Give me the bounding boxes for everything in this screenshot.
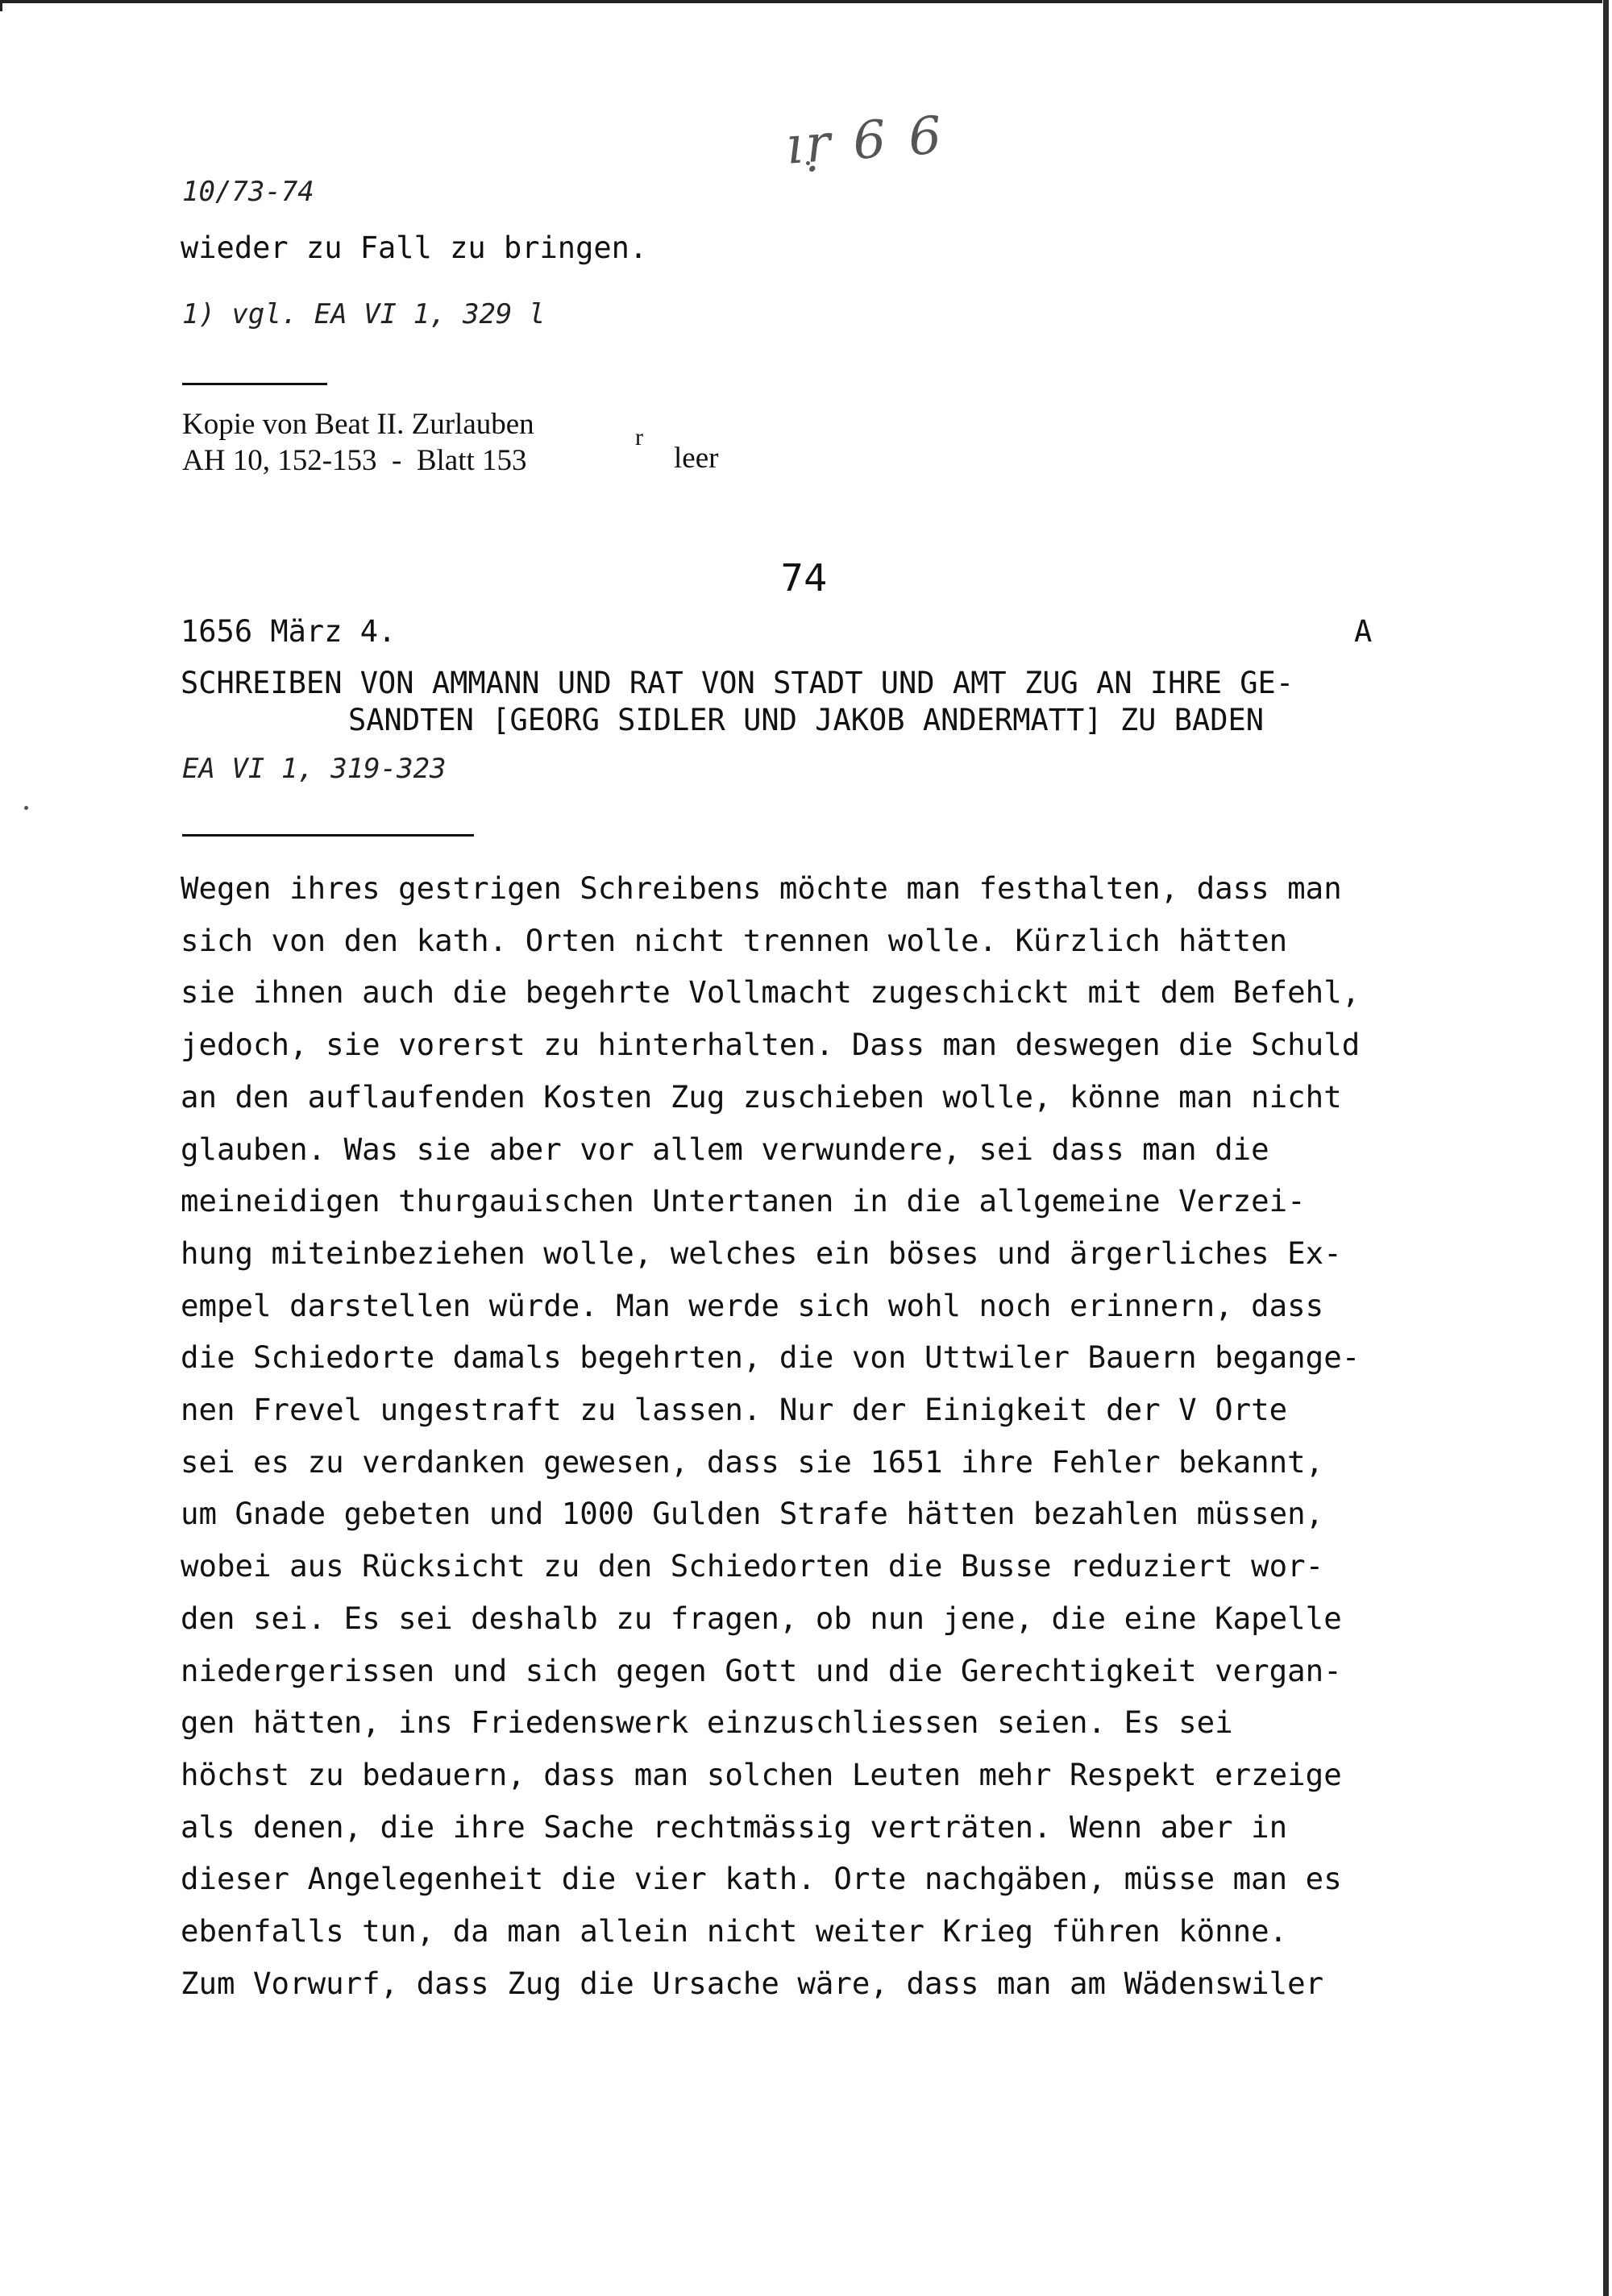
body-line: die Schiedorte damals begehrten, die von Uttwiler Bauern begange- [181, 1339, 1361, 1376]
scan-speck [24, 806, 28, 810]
body-line: hung miteinbeziehen wolle, welches ein böses und ärgerliches Ex- [181, 1235, 1342, 1271]
body-line: als denen, die ihre Sache rechtmässig verträten. Wenn aber in [181, 1808, 1288, 1845]
body-line: sich von den kath. Orten nicht trennen wolle. Kürzlich hätten [181, 922, 1288, 958]
source-note-line2: AH 10, 152-153 - Blatt 153 [182, 444, 527, 477]
document-date: 1656 März 4. [181, 614, 397, 649]
scan-frame-top [0, 0, 1602, 3]
body-line: Wegen ihres gestrigen Schreibens möchte man festhalten, dass man [181, 870, 1342, 906]
body-line: jedoch, sie vorerst zu hinterhalten. Dass man deswegen die Schuld [181, 1027, 1361, 1063]
body-text [181, 862, 1470, 2009]
source-note-line1: Kopie von Beat II. Zurlauben [182, 408, 534, 441]
body-line: sei es zu verdanken gewesen, dass sie 1651 ihre Fehler bekannt, [181, 1443, 1324, 1480]
body-line: empel darstellen würde. Man werde sich wohl noch erinnern, dass [181, 1287, 1324, 1323]
scan-frame-right [1603, 0, 1609, 2296]
header-divider [182, 834, 474, 837]
body-line: an den auflaufenden Kosten Zug zuschieben wolle, könne man nicht [181, 1078, 1342, 1115]
document-number: 74 [780, 556, 828, 600]
document-title-line2: SANDTEN [GEORG SIDLER UND JAKOB ANDERMATT] ZU BADEN [348, 703, 1265, 737]
body-line: ebenfalls tun, da man allein nicht weiter Krieg führen könne. [181, 1913, 1288, 1949]
body-line: nen Frevel ungestraft zu lassen. Nur der Einigkeit der V Orte [181, 1392, 1288, 1428]
body-line: Zum Vorwurf, dass Zug die Ursache wäre, dass man am Wädenswiler [181, 1965, 1324, 2001]
previous-text-end: wieder zu Fall zu bringen. [181, 230, 648, 265]
previous-document-reference: 10/73-74 [182, 176, 314, 208]
previous-footnote: 1) vgl. EA VI 1, 329 l [182, 298, 546, 330]
source-note-superscript: r [635, 424, 643, 450]
handwritten-page-note: ıṛ 6 6 [783, 106, 947, 176]
body-line: niedergerissen und sich gegen Gott und die Gerechtigkeit vergan- [181, 1652, 1342, 1688]
body-line: meineidigen thurgauischen Untertanen in die allgemeine Verzei- [181, 1183, 1306, 1219]
body-line: höchst zu bedauern, dass man solchen Leuten mehr Respekt erzeige [181, 1756, 1342, 1792]
body-line: wobei aus Rücksicht zu den Schiedorten die Busse reduziert wor- [181, 1548, 1324, 1584]
footnote-divider [182, 383, 327, 385]
body-line: dieser Angelegenheit die vier kath. Orte nachgäben, müsse man es [181, 1861, 1342, 1897]
edition-reference: EA VI 1, 319-323 [182, 753, 447, 785]
document-title-line1: SCHREIBEN VON AMMANN UND RAT VON STADT UND AMT ZUG AN IHRE GE- [181, 666, 1294, 700]
body-line: um Gnade gebeten und 1000 Gulden Strafe hätten bezahlen müssen, [181, 1496, 1324, 1532]
body-line: gen hätten, ins Friedenswerk einzuschliessen seien. Es sei [181, 1704, 1233, 1741]
source-note-suffix: leer [674, 442, 719, 475]
body-line: den sei. Es sei deshalb zu fragen, ob nun jene, die eine Kapelle [181, 1600, 1342, 1636]
body-line: glauben. Was sie aber vor allem verwundere, sei dass man die [181, 1131, 1269, 1167]
body-line: sie ihnen auch die begehrte Vollmacht zugeschickt mit dem Befehl, [181, 974, 1361, 1011]
document-type-mark: A [1354, 614, 1373, 649]
scan-frame-left [0, 0, 2, 11]
